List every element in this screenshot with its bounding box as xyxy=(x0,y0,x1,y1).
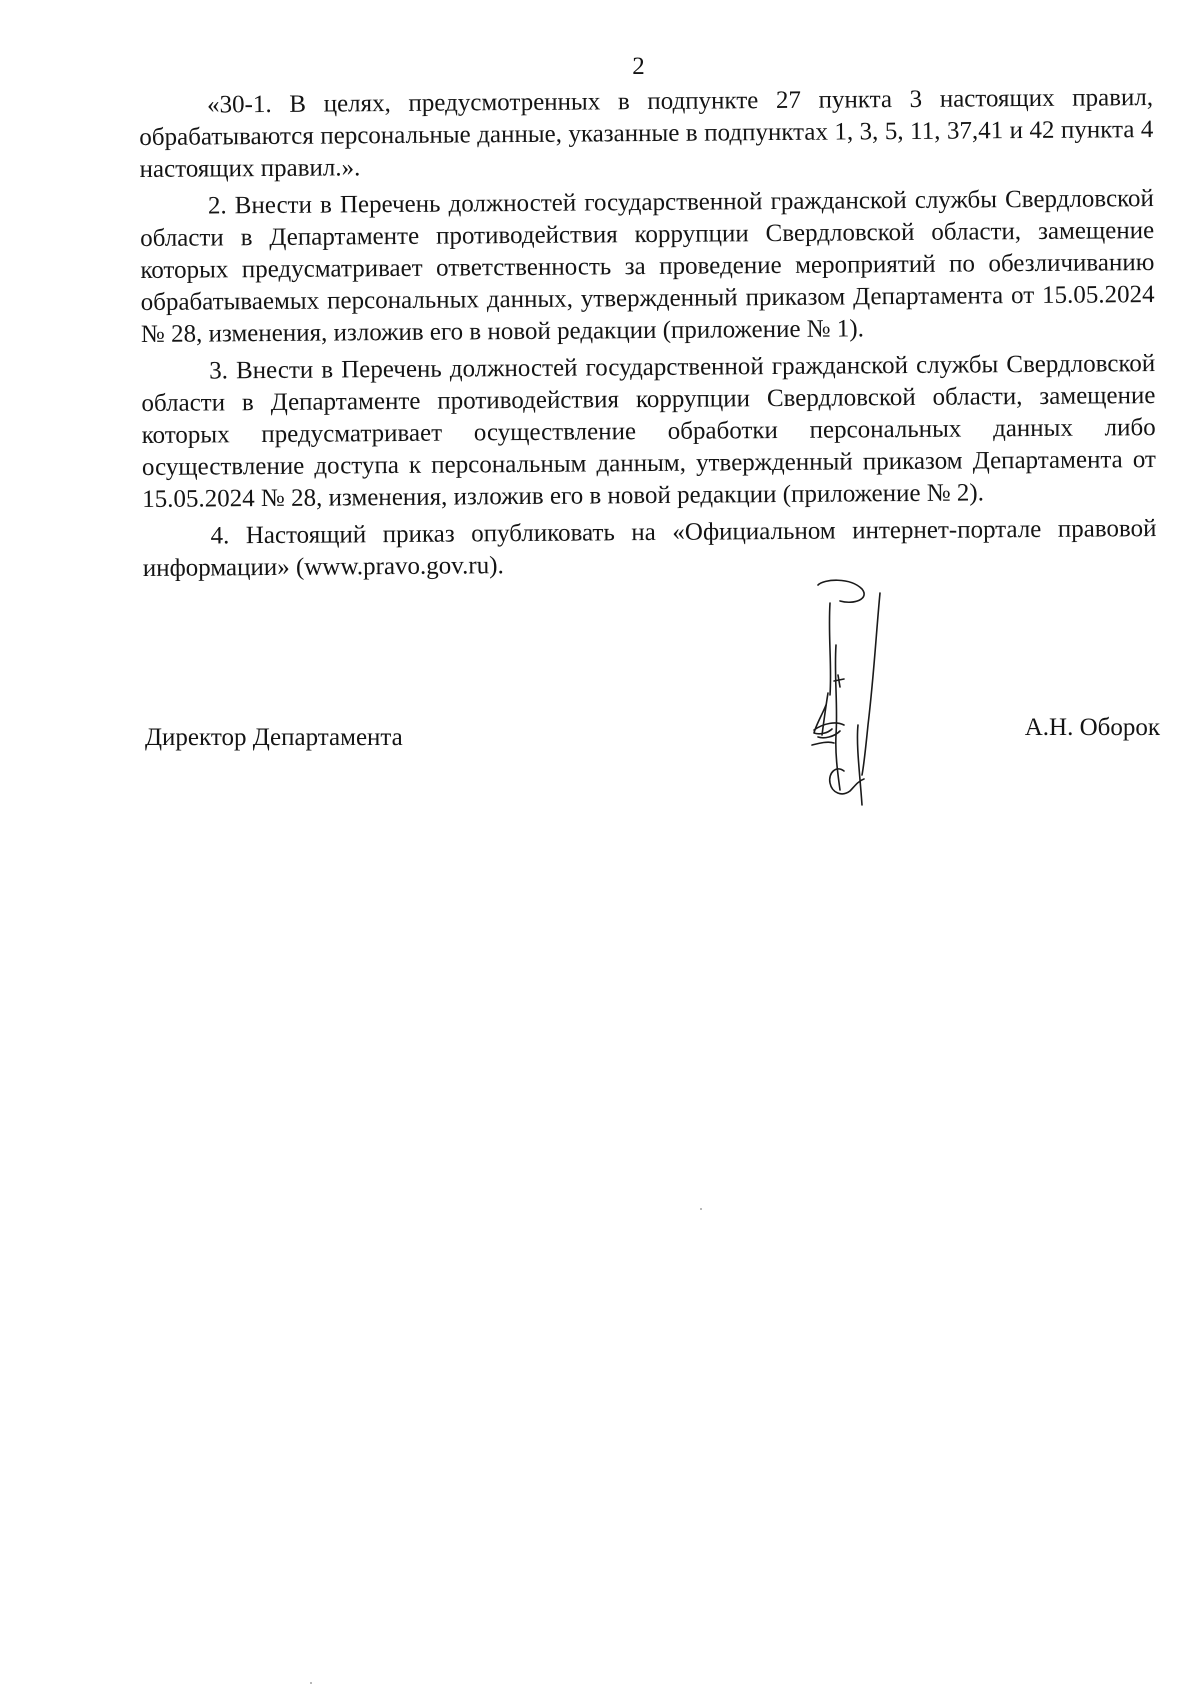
scan-speck xyxy=(700,1208,702,1210)
signer-name: А.Н. Оборок xyxy=(1024,714,1160,741)
scan-speck xyxy=(310,1682,312,1684)
paragraph-clause-30-1: «30-1. В целях, предусмотренных в подпункте 27 пункта 3 настоящих правил, обрабатываются персональные данные, указанные в подпунктах 1, 3, 5, 11, 37,41 и 42 пункта 4 настоящих правил.». xyxy=(139,84,1154,183)
paragraph-item-4: 4. Настоящий приказ опубликовать на «Официальном интернет-портале правовой информации» (www.pravo.gov.ru). xyxy=(142,515,1157,582)
handwritten-signature xyxy=(810,575,930,835)
page-number: 2 xyxy=(632,53,645,80)
paragraph-item-3: 3. Внести в Перечень должностей государственной гражданской службы Свердловской области в Департаменте противодействия коррупции Свердловской области, замещение которых предусматривает осуществление обработки персональных данных либо осуществление доступа к персональным данным, утвержденный приказом Департамента от 15.05.2024 № 28, изменения, изложив его в новой редакции (приложение № 2). xyxy=(141,350,1157,513)
signer-position: Директор Департамента xyxy=(145,724,403,751)
paragraph-item-2: 2. Внести в Перечень должностей государственной гражданской службы Свердловской области в Департаменте противодействия коррупции Свердловской области, замещение которых предусматривает ответственность за проведение мероприятий по обезличиванию обрабатываемых персональных данных, утвержденный приказом Департамента от 15.05.2024 № 28, изменения, изложив его в новой редакции (приложение № 1). xyxy=(140,185,1155,348)
document-body xyxy=(139,82,1157,590)
